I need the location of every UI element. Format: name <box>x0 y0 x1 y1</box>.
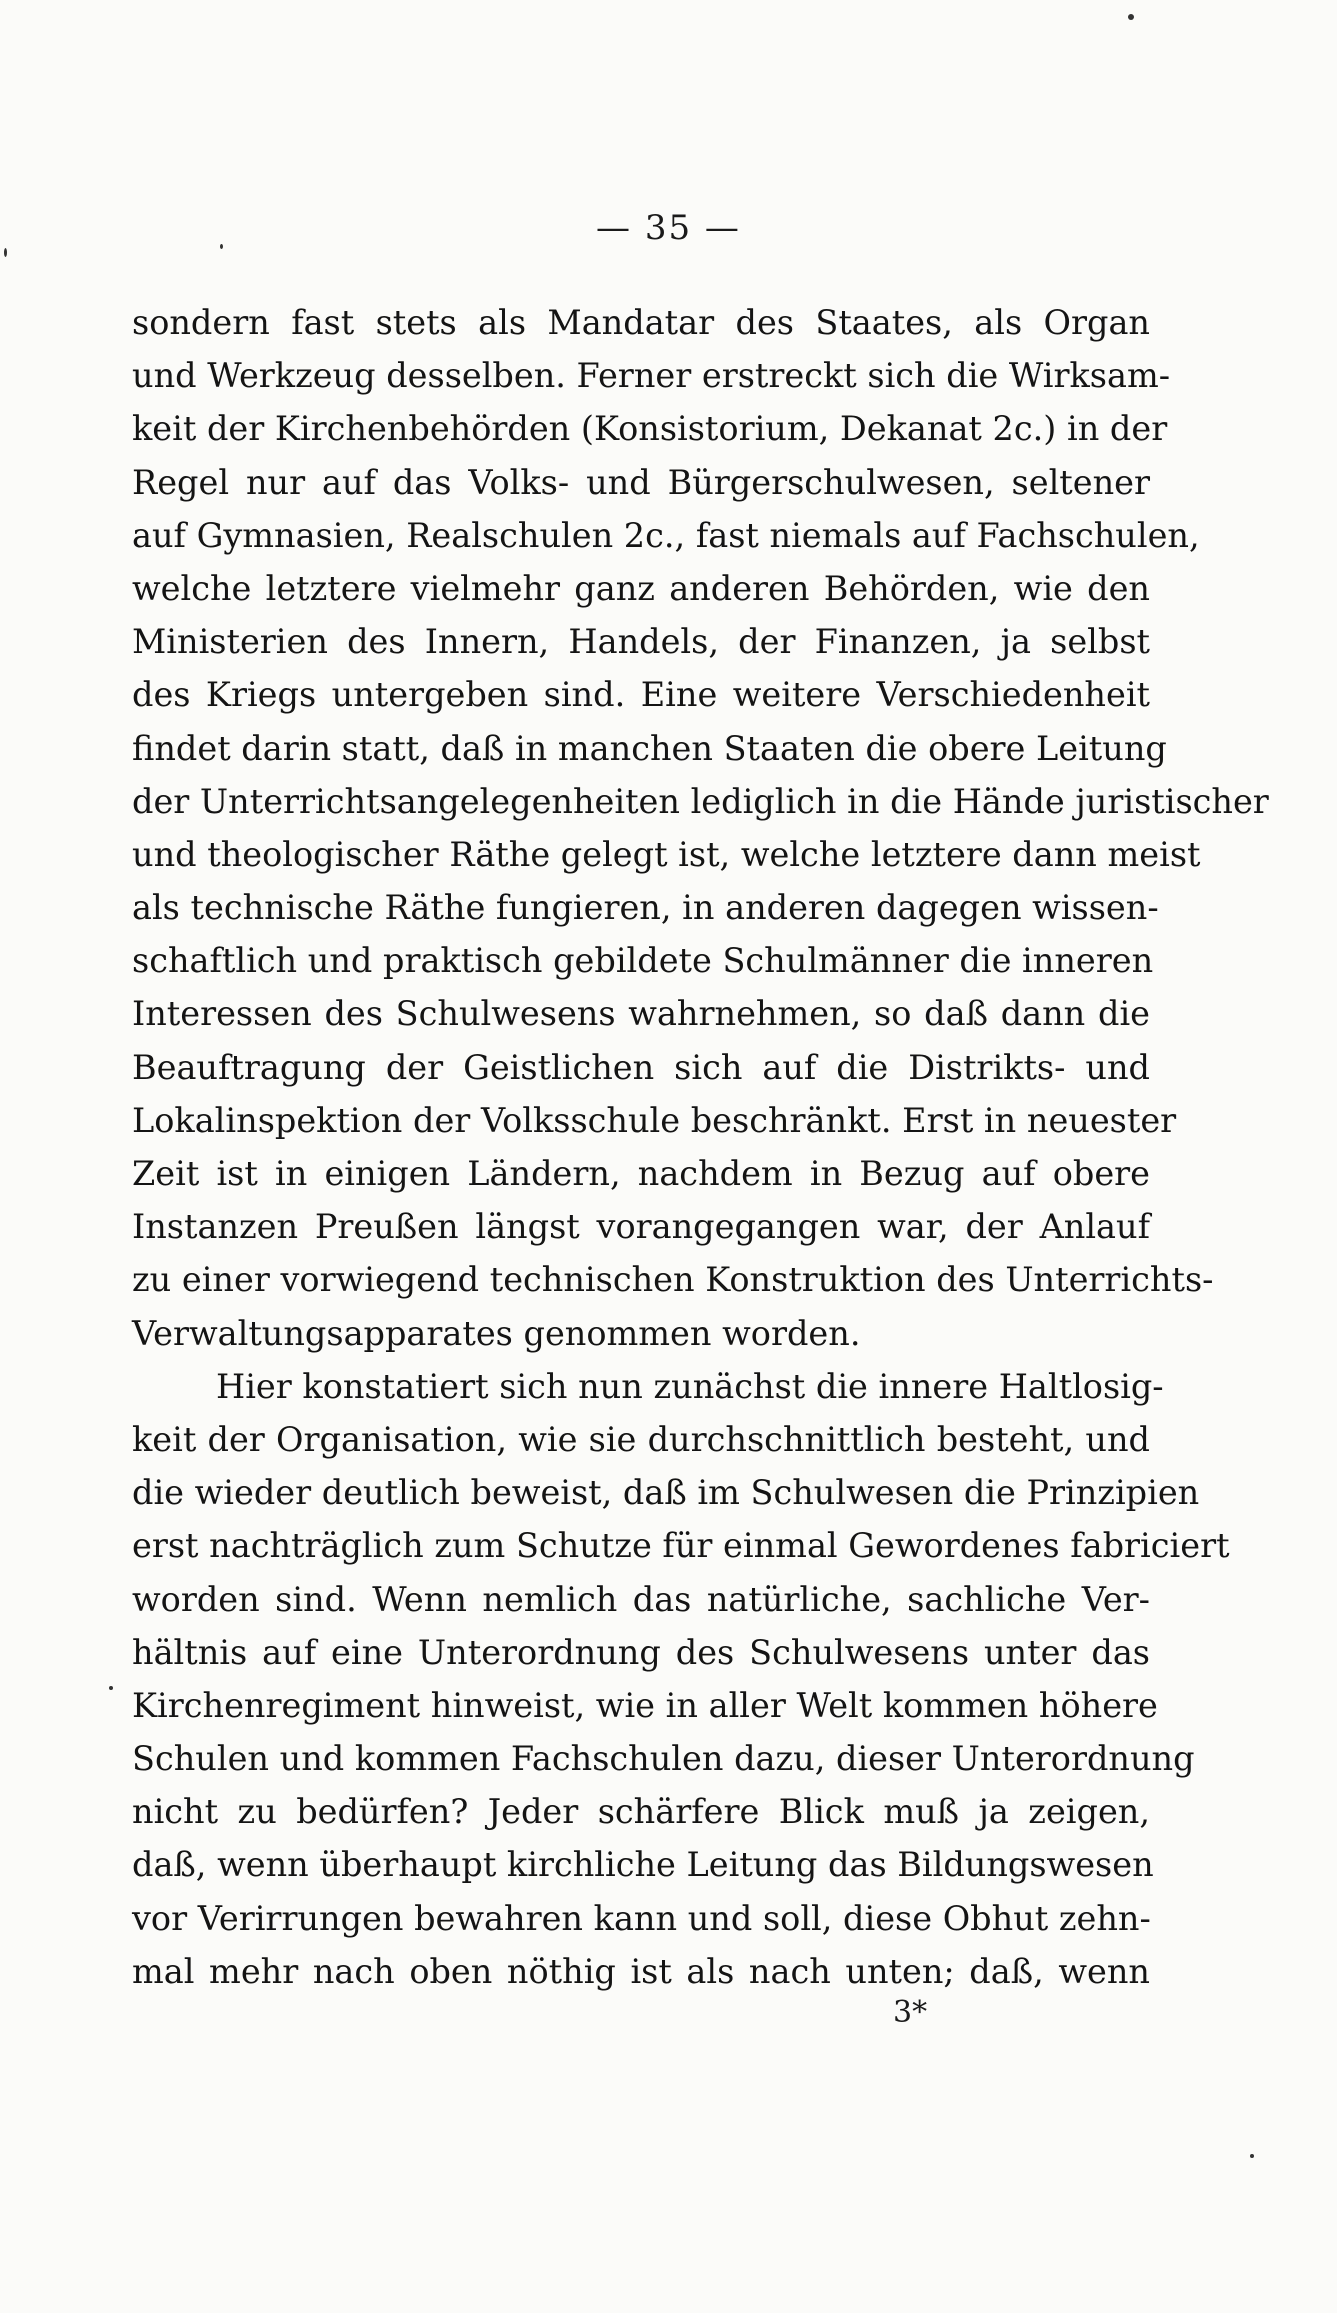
page-number: — 35 — <box>596 208 741 248</box>
text-line: und theologischer Räthe gelegt ist, welche letztere dann meist <box>132 834 1201 874</box>
text-line: Ministerien des Innern, Handels, der Finanzen, ja selbst <box>132 622 1150 662</box>
text-line: welche letztere vielmehr ganz anderen Behörden, wie den <box>132 568 1150 608</box>
text-line: Schulen und kommen Fachschulen dazu, dieser Unterordnung <box>132 1739 1195 1779</box>
dust-speck <box>4 248 7 257</box>
text-line: erst nachträglich zum Schutze für einmal Gewordenes fabriciert <box>132 1526 1230 1566</box>
text-line: des Kriegs untergeben sind. Eine weitere Verschiedenheit <box>132 675 1150 715</box>
text-line: die wieder deutlich beweist, daß im Schulwesen die Prinzipien <box>132 1473 1200 1513</box>
signature-mark: 3* <box>893 1995 928 2030</box>
text-line: der Unterrichtsangelegenheiten lediglich in die Hände juristischer <box>132 781 1269 821</box>
text-line: nicht zu bedürfen? Jeder schärfere Blick muß ja zeigen, <box>132 1792 1150 1832</box>
text-line: Hier konstatiert sich nun zunächst die innere Haltlosig- <box>216 1366 1164 1406</box>
text-line: Instanzen Preußen längst vorangegangen war, der Anlauf <box>132 1207 1150 1247</box>
text-line: zu einer vorwiegend technischen Konstruktion des Unterrichts- <box>132 1260 1214 1300</box>
text-line: keit der Organisation, wie sie durchschnittlich besteht, und <box>132 1419 1150 1459</box>
text-line: Interessen des Schulwesens wahrnehmen, so daß dann die <box>132 994 1150 1034</box>
text-line: keit der Kirchenbehörden (Konsistorium, Dekanat 2c.) in der <box>132 409 1168 449</box>
text-line: auf Gymnasien, Realschulen 2c., fast niemals auf Fachschulen, <box>132 515 1200 555</box>
text-line: vor Verirrungen bewahren kann und soll, diese Obhut zehn- <box>132 1898 1151 1938</box>
dust-speck <box>1250 2154 1254 2158</box>
text-line: Beauftragung der Geistlichen sich auf die Distrikts- und <box>132 1047 1150 1087</box>
dust-speck <box>220 244 223 249</box>
text-line: sondern fast stets als Mandatar des Staates, als Organ <box>132 303 1150 342</box>
text-line: worden sind. Wenn nemlich das natürliche, sachliche Ver- <box>132 1579 1150 1619</box>
text-line: hältnis auf eine Unterordnung des Schulwesens unter das <box>132 1632 1150 1672</box>
text-line: schaftlich und praktisch gebildete Schulmänner die inneren <box>132 941 1154 981</box>
text-line: als technische Räthe fungieren, in anderen dagegen wissen- <box>132 888 1159 928</box>
text-line: und Werkzeug desselben. Ferner erstreckt sich die Wirksam- <box>132 356 1171 396</box>
text-line: Lokalinspektion der Volksschule beschränkt. Erst in neuester <box>132 1100 1177 1140</box>
dust-speck <box>109 1686 113 1690</box>
text-line: daß, wenn überhaupt kirchliche Leitung das Bildungswesen <box>132 1845 1154 1885</box>
text-line: mal mehr nach oben nöthig ist als nach unten; daß, wenn <box>132 1951 1150 1991</box>
body-text <box>132 296 1269 1998</box>
text-line: Kirchenregiment hinweist, wie in aller Welt kommen höhere <box>132 1685 1158 1725</box>
text-line: findet darin statt, daß in manchen Staaten die obere Leitung <box>132 728 1167 768</box>
text-line: Verwaltungsapparates genommen worden. <box>132 1313 861 1353</box>
text-line: Zeit ist in einigen Ländern, nachdem in Bezug auf obere <box>132 1154 1150 1193</box>
text-line: Regel nur auf das Volks- und Bürgerschulwesen, seltener <box>132 462 1150 502</box>
paragraph <box>132 296 1269 1360</box>
paragraph <box>132 1360 1230 1998</box>
dust-speck <box>1128 14 1134 20</box>
